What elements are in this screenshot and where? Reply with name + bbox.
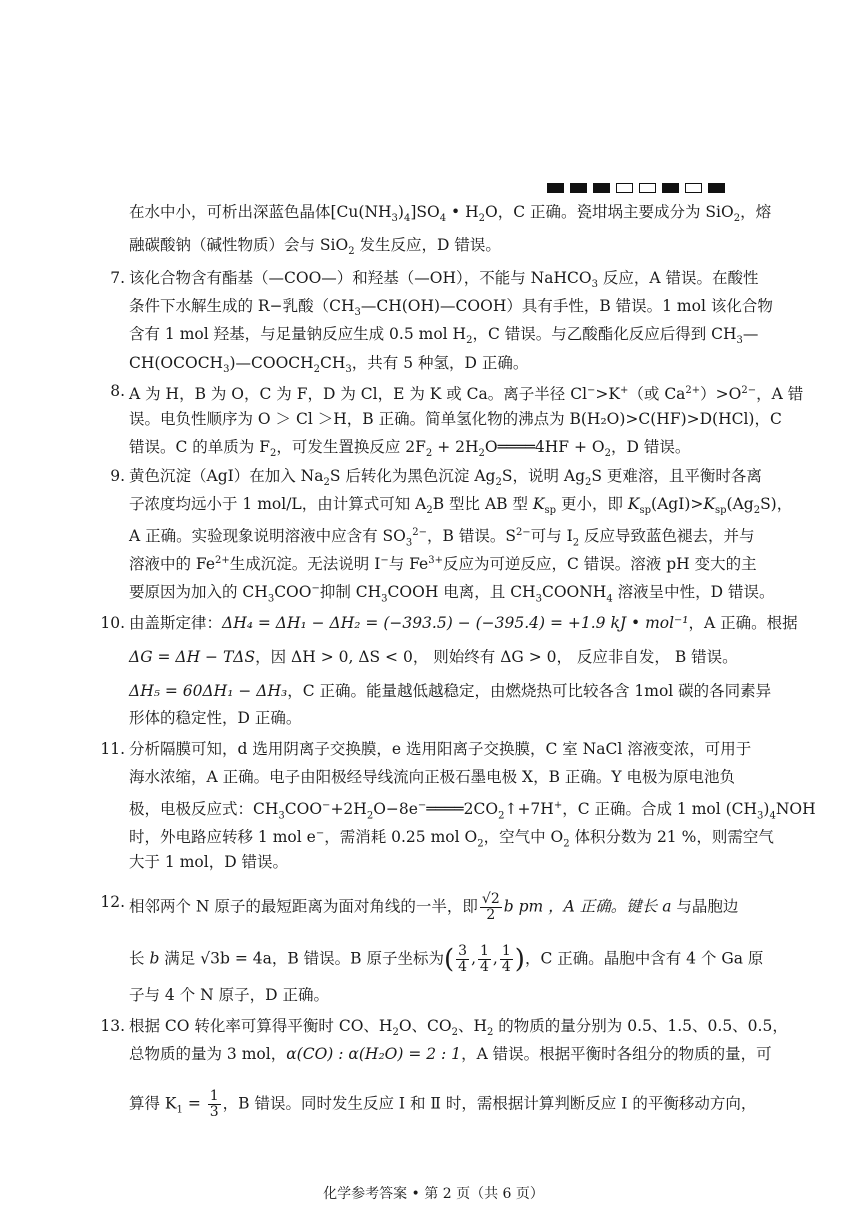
q7-line-1: 7. 该化合物含有酯基（—COO—）和羟基（—OH），不能与 NaHCO$_3$ 反应，A 错误。在酸性 xyxy=(129,268,759,295)
q10-line-1: 10. 由盖斯定律：ΔH₄ = ΔH₁ − ΔH₂ = (−393.5) − (−395.4) = +1.9 kJ • mol⁻¹，A 正确。根据 xyxy=(100,614,798,632)
marker-square xyxy=(708,183,725,193)
q11-line-2: 海水浓缩，A 正确。电子由阳极经导线流向正极石墨电极 X，B 正确。Y 电极为原电池负 xyxy=(129,768,736,786)
question-number: 9. xyxy=(110,467,125,485)
q9-line-1: 9. 黄色沉淀（AgI）在加入 $Na_2S$ 后转化为黑色沉淀 $Ag_2S$，说明 $Ag_2S$ 更难溶，且平衡时各离 xyxy=(129,466,762,493)
q11-line-5: 大于 1 mol，D 错误。 xyxy=(129,853,289,871)
q7-line-2: 条件下水解生成的 R−乳酸$(CH_3—CH(OH)—COOH)$具有手性，B 错误。1 mol 该化合物 xyxy=(129,297,773,319)
question-number: 13. xyxy=(100,1017,125,1035)
marker-square xyxy=(570,183,587,193)
q11-line-3: 极，电极反应式：$CH_3COO^-+2H_2O-8e^-════2CO_2↑+7H^+$，C 正确。合成 1 mol $(CH_3)_4NOH$ xyxy=(129,800,816,822)
q8-line-1: 8. A 为 H，B 为 O，C 为 F，D 为 Cl，E 为 K 或 Ca。离子半径 Cl−>K+（或 $Ca^{2+})>O^{2-}$，A 错 xyxy=(129,381,803,404)
q9-line-4: 溶液中的 $Fe^{2+}$生成沉淀。无法说明 I−与 $Fe^{3+}$反应为可逆反应，C 错误。溶液 pH 变大的主 xyxy=(129,555,757,574)
q10-line-4: 形体的稳定性，D 正确。 xyxy=(129,709,302,727)
marker-square xyxy=(662,183,679,193)
q13-line-1: 13. 根据 CO 转化率可算得平衡时 CO、$H_2O$、$CO_2$、$H_2$ 的物质的量分别为 0.5、1.5、0.5、0.5， xyxy=(100,1017,788,1039)
q8-line-2: 误。电负性顺序为 O ＞ Cl ＞H，B 正确。简单氢化物的沸点为 B(H₂O)>C(HF)>D(HCl)，C xyxy=(129,410,782,428)
marker-square xyxy=(639,183,656,193)
q12-line-3: 子与 4 个 N 原子，D 正确。 xyxy=(129,986,329,1004)
q9-line-3: A 正确。实验现象说明溶液中应含有 $SO_3^{2-}$，B 错误。$S^{2-}$可与 $I_2$ 反应导致蓝色褪去，并与 xyxy=(129,527,755,549)
q9-line-2: 子浓度均远小于 1 mol/L，由计算式可知 $A_2B$ 型比 AB 型 $K_{sp}$ 更小，即 $K_{sp}(AgI)>K_{sp}(Ag_2S)$， xyxy=(129,495,793,517)
q11-line-1: 11. 分析隔膜可知，d 选用阴离子交换膜，e 选用阳离子交换膜，C 室 NaCl 溶液变浓，可用于 xyxy=(100,740,752,758)
marker-square xyxy=(616,183,633,193)
q10-line-3: ΔH₅ = 60ΔH₁ − ΔH₃，C 正确。能量越低越稳定，由燃烧热可比较各含 1mol 碳的各同素异 xyxy=(129,682,772,700)
q6-line-1: 在水中小，可析出深蓝色晶体$[Cu(NH_3)_4]SO_4$ • $H_2O$，C 正确。瓷坩埚主要成分为 SiO$_2$，熔 xyxy=(129,203,772,225)
q12-line-1: 12. 相邻两个 N 原子的最短距离为面对角线的一半，即 $\frac{√2}{2}$ b pm ，A 正确。键长 a 与晶胞边 xyxy=(100,891,739,923)
question-number: 8. xyxy=(110,382,125,400)
question-number: 7. xyxy=(110,269,125,287)
q13-line-2: 总物质的量为 3 mol，α(CO) : α(H₂O) = 2 : 1，A 错误。根据平衡时各组分的物质的量，可 xyxy=(129,1045,772,1063)
q6-line-2: 融碳酸钠（碱性物质）会与 SiO$_2$ 发生反应，D 错误。 xyxy=(129,236,501,258)
marker-square xyxy=(547,183,564,193)
q10-line-2: ΔG = ΔH − TΔS，因 ΔH > 0, ΔS < 0， 则始终有 ΔG > 0， 反应非自发， B 错误。 xyxy=(129,648,738,666)
marker-square xyxy=(685,183,702,193)
marker-square xyxy=(593,183,610,193)
one-third-fraction: $\frac{1}{3}$ xyxy=(209,1088,219,1120)
q13-line-3: 算得 $K_1$ = $\frac{1}{3}$ ，B 错误。同时发生反应 Ⅰ 和 Ⅱ 时，需根据计算判断反应 Ⅰ 的平衡移动方向， xyxy=(129,1088,757,1120)
q7-line-4: $CH(OCOCH_3)—COOCH_2CH_3$，共有 5 种氢，D 正确。 xyxy=(129,354,529,376)
question-number: 10. xyxy=(100,614,125,632)
q8-line-3: 错误。C 的单质为 $F_2$，可发生置换反应 $2F_2$ + $2H_2O════4HF + O_2$，D 错误。 xyxy=(129,438,691,460)
q12-line-2: 长 b 满足 √3b = 4a，B 错误。B 原子坐标为( $\frac{3}{4}$ , $\frac{1}{4}$ , $\frac{1}{4}$ )，C 正确。晶胞中含有 4 个 Ga 原 xyxy=(129,943,764,975)
question-number: 11. xyxy=(100,740,125,758)
question-number: 12. xyxy=(100,893,125,911)
page-footer: 化学参考答案 • 第 2 页（共 6 页） xyxy=(323,1186,544,1202)
q11-line-4: 时，外电路应转移 1 mol e−，需消耗 0.25 mol $O_2$，空气中 $O_2$ 体积分数为 21 %，则需空气 xyxy=(129,828,774,850)
q7-line-3: 含有 1 mol 羟基，与足量钠反应生成 0.5 mol $H_2$，C 错误。与乙酸酯化反应后得到 $CH_3—$ xyxy=(129,325,759,347)
q9-line-5: 要原因为加入的 $CH_3COO^-$抑制 $CH_3COOH$ 电离，且 $CH_3COONH_4$ 溶液呈中性，D 错误。 xyxy=(129,583,775,605)
sqrt2-over-2-fraction: $\frac{√2}{2}$ xyxy=(481,891,500,923)
page-markers xyxy=(547,183,725,193)
